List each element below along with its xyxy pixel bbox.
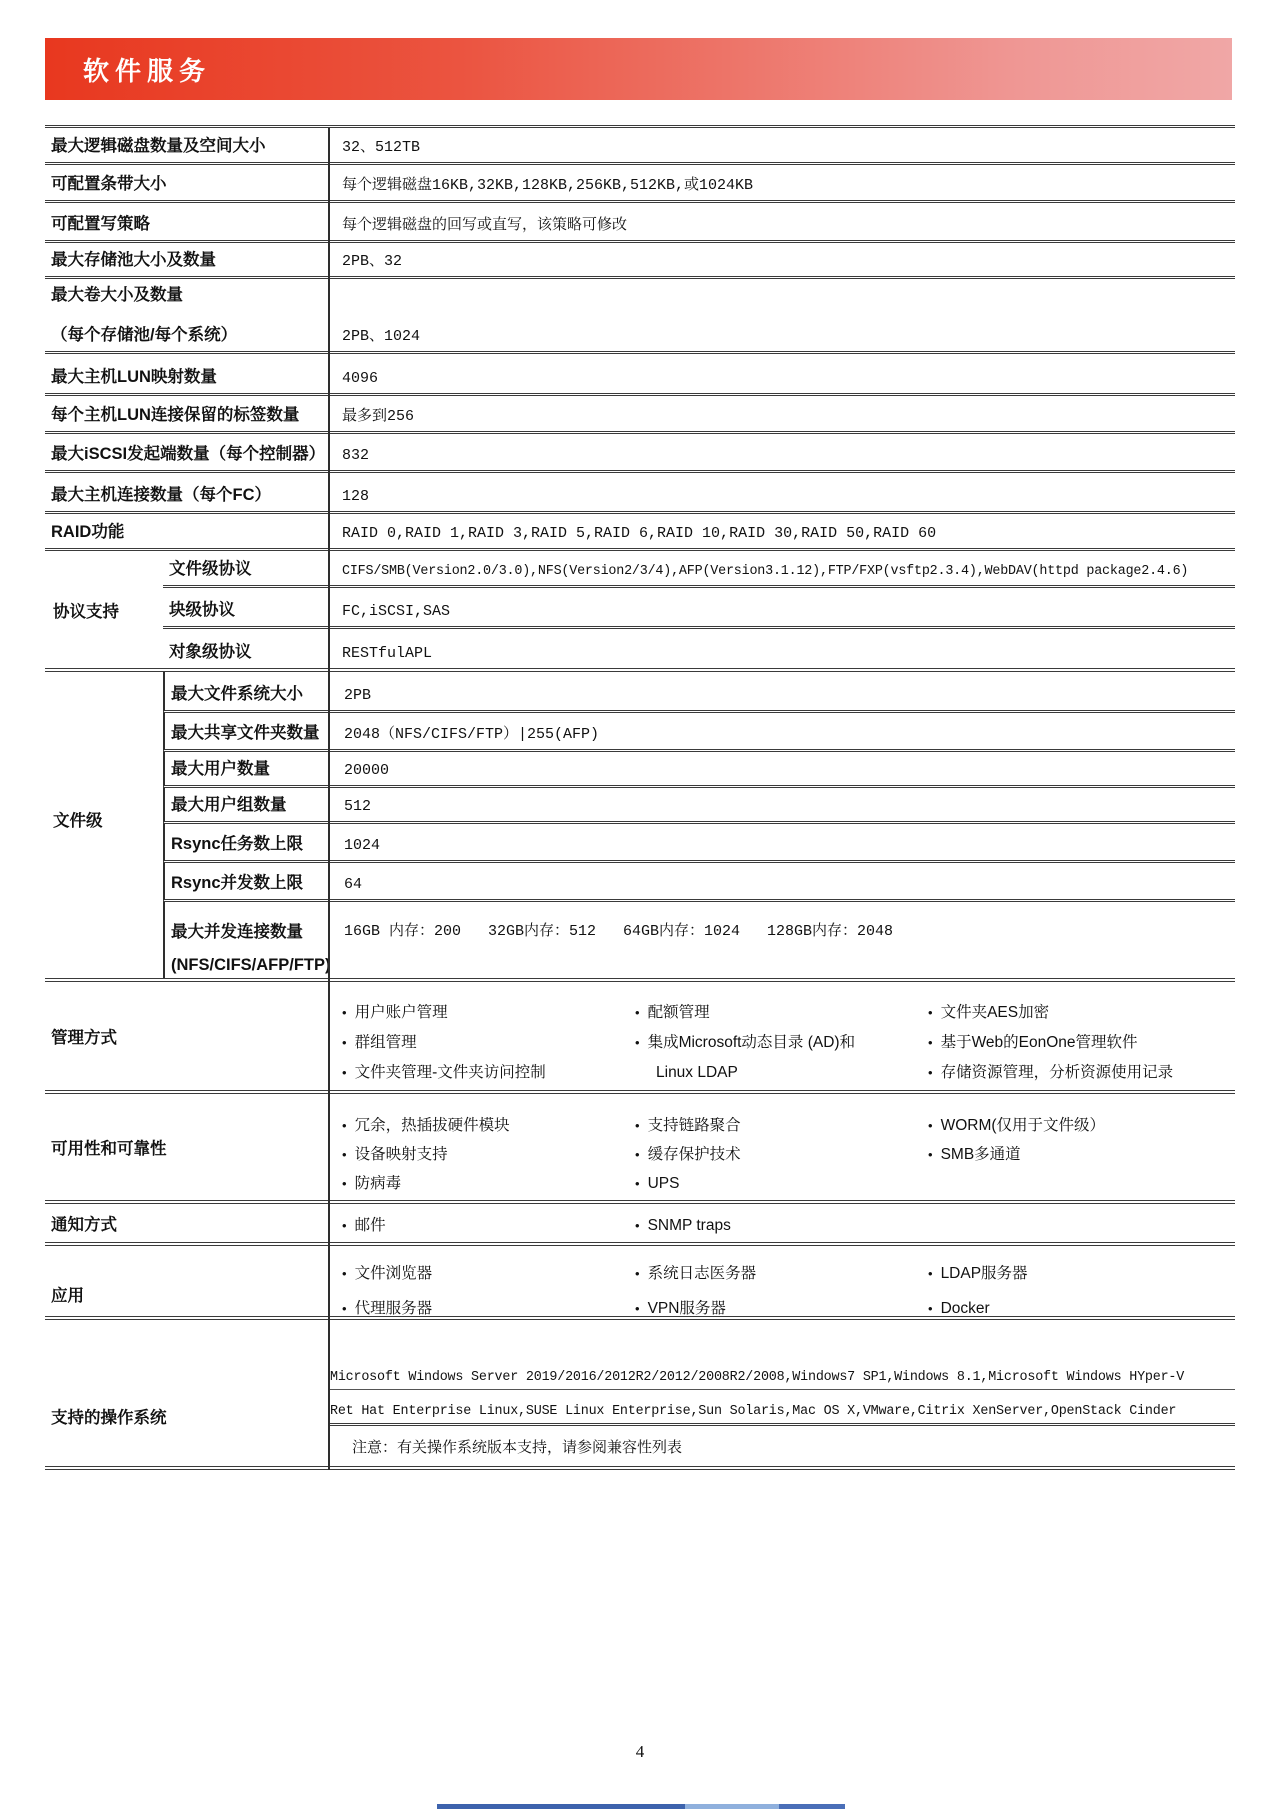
- group-spacer: [45, 752, 163, 788]
- row-value: CIFS/SMB(Version2.0/3.0),NFS(Version2/3/4),AFP(Version3.1.12),FTP/FXP(vsftp2.3.4),WebDAV(httpd package2.4.6): [342, 564, 1189, 579]
- row-label: 最大逻辑磁盘数量及空间大小: [51, 137, 266, 155]
- bullet-item: [342, 1256, 635, 1291]
- row-label: 最大存储池大小及数量: [51, 251, 216, 269]
- bullet-item: [635, 1140, 928, 1169]
- bullet-text: 配额管理: [647, 1004, 710, 1021]
- bullet-icon: •: [635, 1266, 640, 1281]
- row-label: RAID功能: [51, 523, 125, 541]
- section-title: 软件服务: [83, 55, 212, 86]
- row-value: 2PB、1024: [342, 328, 421, 345]
- row-value: 832: [342, 447, 370, 464]
- row-value: 4096: [342, 370, 379, 387]
- bullet-text: 存储资源管理，分析资源使用记录: [940, 1064, 1174, 1081]
- table-row: [45, 824, 1235, 863]
- table-row: [45, 788, 1235, 824]
- row-label: 支持的操作系统: [51, 1409, 167, 1427]
- bullet-icon: •: [635, 1176, 640, 1191]
- row-value: RAID 0,RAID 1,RAID 3,RAID 5,RAID 6,RAID 10,RAID 30,RAID 50,RAID 60: [342, 525, 937, 542]
- row-label: 最大用户数量: [171, 760, 270, 778]
- table-main-divider: [328, 128, 330, 1470]
- table-row: [45, 752, 1235, 788]
- bullet-icon: •: [342, 1035, 347, 1050]
- bullet-column: [928, 998, 1221, 1090]
- bullet-column: [342, 1256, 635, 1316]
- row-label: 最大主机LUN映射数量: [51, 368, 217, 386]
- bullet-item: [635, 1256, 928, 1291]
- row-label: 可用性和可靠性: [51, 1140, 167, 1158]
- bullet-icon: •: [635, 1118, 640, 1133]
- row-label: 最大用户组数量: [171, 796, 287, 814]
- bullet-text: Docker: [940, 1300, 990, 1317]
- row-label: [45, 281, 328, 351]
- table-row: [45, 672, 1235, 713]
- bullet-item: [635, 1111, 928, 1140]
- protocol-group-label: 协议支持: [53, 602, 119, 621]
- group-spacer: [45, 672, 163, 713]
- bullet-text: UPS: [647, 1175, 680, 1192]
- bullet-text: 文件夹管理-文件夹访问控制: [354, 1064, 546, 1081]
- bullet-text: 文件夹AES加密: [940, 1004, 1050, 1021]
- row-label-line2: （每个存储池/每个系统）: [51, 326, 238, 344]
- group-spacer: [45, 902, 163, 978]
- bullet-text: SMB多通道: [940, 1146, 1021, 1163]
- bullet-icon: •: [928, 1035, 933, 1050]
- row-label: 通知方式: [51, 1216, 117, 1234]
- bullet-icon: •: [342, 1147, 347, 1162]
- footer-strip: [437, 1804, 845, 1809]
- table-row: [45, 713, 1235, 752]
- group-spacer: [45, 551, 163, 588]
- bullet-icon: •: [928, 1266, 933, 1281]
- bullet-text: 设备映射支持: [354, 1146, 448, 1163]
- footer-strip-segment: [685, 1804, 779, 1809]
- spec-table: [45, 125, 1235, 1470]
- row-value: 512: [344, 798, 372, 815]
- bullet-column: [342, 998, 635, 1090]
- bullet-icon: •: [342, 1118, 347, 1133]
- table-row: [45, 203, 1235, 243]
- row-value: FC,iSCSI,SAS: [342, 603, 451, 620]
- table-row: [45, 473, 1235, 514]
- row-label-line1: 最大卷大小及数量: [51, 286, 183, 304]
- footer-strip-segment: [779, 1804, 845, 1809]
- row-label: [165, 918, 330, 978]
- bullet-text: LDAP服务器: [940, 1265, 1028, 1282]
- table-row: [45, 514, 1235, 551]
- bullet-column: [635, 1217, 928, 1235]
- bullet-column: [635, 998, 928, 1090]
- bullet-icon: •: [635, 1301, 640, 1316]
- bullet-text: 邮件: [354, 1217, 386, 1234]
- bullet-text: 基于Web的EonOne管理软件: [940, 1034, 1138, 1051]
- os-line-2: Ret Hat Enterprise Linux,SUSE Linux Enterprise,Sun Solaris,Mac OS X,VMware,Citrix XenServer,OpenStack Cinder: [328, 1390, 1235, 1426]
- row-label: 可配置条带大小: [51, 175, 167, 193]
- row-label: Rsync任务数上限: [171, 835, 304, 853]
- table-row: [45, 396, 1235, 434]
- bullet-icon: •: [635, 1147, 640, 1162]
- bullet-item: [928, 1256, 1221, 1291]
- bullet-text: Linux LDAP: [656, 1064, 738, 1081]
- bullet-text: 支持链路聚合: [647, 1117, 741, 1134]
- bullet-item: [635, 1217, 928, 1235]
- row-value: 32、512TB: [342, 139, 421, 156]
- group-spacer: [45, 629, 163, 668]
- os-note: 注意：有关操作系统版本支持，请参阅兼容性列表: [352, 1440, 683, 1457]
- table-row: [45, 243, 1235, 279]
- row-value: 1024: [344, 837, 381, 854]
- bullet-item: [342, 1169, 635, 1198]
- row-value: 2PB、32: [342, 253, 403, 270]
- bullet-item: [342, 998, 635, 1028]
- bullet-text: 代理服务器: [354, 1300, 433, 1317]
- bullet-item: [635, 1028, 928, 1058]
- bullet-column: [635, 1256, 928, 1316]
- table-row: [45, 165, 1235, 203]
- row-label: 块级协议: [169, 601, 235, 619]
- table-row: [45, 629, 1235, 668]
- bullet-text: 系统日志医务器: [647, 1265, 757, 1282]
- row-label-line2: (NFS/CIFS/AFP/FTP): [171, 956, 331, 974]
- row-label: 文件级协议: [169, 560, 252, 578]
- bullet-icon: •: [342, 1005, 347, 1020]
- bullet-item: [342, 1213, 635, 1235]
- row-value: 每个逻辑磁盘16KB,32KB,128KB,256KB,512KB,或1024KB: [342, 177, 754, 194]
- row-label: 对象级协议: [169, 643, 252, 661]
- row-label: 最大主机连接数量（每个FC）: [51, 486, 271, 504]
- bullet-column: [928, 1111, 1221, 1200]
- table-row: [45, 902, 1235, 978]
- group-spacer: [45, 713, 163, 752]
- bullet-icon: •: [928, 1147, 933, 1162]
- row-label-line1: 最大并发连接数量: [171, 923, 303, 941]
- row-label: 最大共享文件夹数量: [171, 724, 320, 742]
- row-value: RESTfulAPL: [342, 645, 433, 662]
- bullet-item: [635, 1169, 928, 1198]
- bullet-item: [928, 1028, 1221, 1058]
- row-value: 20000: [344, 762, 390, 779]
- os-value: [328, 1320, 1235, 1466]
- availability-row: [45, 1094, 1235, 1204]
- bullet-icon: •: [342, 1065, 347, 1080]
- row-value: 每个逻辑磁盘的回写或直写，该策略可修改: [342, 217, 628, 234]
- row-value: 2PB: [344, 687, 372, 704]
- bullet-icon: •: [928, 1118, 933, 1133]
- bullet-item: [342, 1028, 635, 1058]
- bullet-item: [342, 1058, 635, 1088]
- bullet-icon: •: [928, 1301, 933, 1316]
- file-level-section: [45, 672, 1235, 982]
- bullet-column: [342, 1213, 635, 1235]
- bullet-icon: •: [342, 1218, 347, 1233]
- bullet-item: [928, 1140, 1221, 1169]
- notification-row: [45, 1204, 1235, 1246]
- bullet-item: [635, 1058, 928, 1088]
- application-row: [45, 1246, 1235, 1320]
- management-row: [45, 982, 1235, 1094]
- bullet-text: 防病毒: [354, 1175, 402, 1192]
- table-row: [45, 434, 1235, 473]
- bullet-icon: •: [635, 1005, 640, 1020]
- os-row: [45, 1320, 1235, 1470]
- table-row: [45, 863, 1235, 902]
- row-label: 最大iSCSI发起端数量（每个控制器）: [51, 445, 326, 463]
- table-row: [45, 128, 1235, 165]
- bullet-icon: •: [635, 1035, 640, 1050]
- row-value: 64: [344, 876, 363, 893]
- page-number: 4: [635, 1742, 645, 1761]
- table-row: [45, 551, 1235, 588]
- group-spacer: [45, 863, 163, 902]
- row-label: Rsync并发数上限: [171, 874, 304, 892]
- bullet-icon: •: [928, 1005, 933, 1020]
- row-label: 可配置写策略: [51, 215, 150, 233]
- bullet-icon: •: [342, 1176, 347, 1191]
- bullet-column: [342, 1111, 635, 1200]
- bullet-text: VPN服务器: [647, 1300, 726, 1317]
- bullet-item: [928, 1111, 1221, 1140]
- table-row: [45, 354, 1235, 396]
- bullet-text: 用户账户管理: [354, 1004, 448, 1021]
- bullet-column: [928, 1256, 1221, 1316]
- section-banner: [45, 38, 1232, 100]
- bullet-icon: •: [342, 1301, 347, 1316]
- bullet-text: 缓存保护技术: [647, 1146, 741, 1163]
- bullet-text: 群组管理: [354, 1034, 417, 1051]
- bullet-icon: •: [928, 1065, 933, 1080]
- table-row: [45, 588, 1235, 629]
- row-value: 2048（NFS/CIFS/FTP）|255(AFP): [344, 726, 600, 743]
- bullet-text: 文件浏览器: [354, 1265, 433, 1282]
- bullet-text: 冗余，热插拔硬件模块: [354, 1117, 510, 1134]
- footer-strip-segment: [437, 1804, 685, 1809]
- bullet-text: SNMP traps: [647, 1217, 731, 1234]
- os-line-1: Microsoft Windows Server 2019/2016/2012R2/2012/2008R2/2008,Windows7 SP1,Windows 8.1,Microsoft Windows HYper-V: [328, 1356, 1235, 1390]
- protocol-section: [45, 551, 1235, 672]
- table-row: [45, 279, 1235, 354]
- row-label: 最大文件系统大小: [171, 685, 303, 703]
- bullet-item: [342, 1111, 635, 1140]
- row-value: 128: [342, 488, 370, 505]
- bullet-text: WORM(仅用于文件级）: [940, 1117, 1106, 1134]
- bullet-icon: •: [635, 1218, 640, 1233]
- bullet-item: [928, 1058, 1221, 1088]
- bullet-item: [635, 998, 928, 1028]
- bullet-column: [635, 1111, 928, 1200]
- bullet-item: [342, 1140, 635, 1169]
- file-group-label: 文件级: [53, 811, 103, 830]
- bullet-text: 集成Microsoft动态目录 (AD)和: [647, 1034, 856, 1051]
- bullet-item: [928, 998, 1221, 1028]
- bullet-icon: •: [342, 1266, 347, 1281]
- row-label: 管理方式: [51, 1029, 117, 1047]
- row-label: 每个主机LUN连接保留的标签数量: [51, 406, 300, 424]
- row-label: 应用: [51, 1287, 84, 1305]
- row-value: 16GB 内存：200 32GB内存：512 64GB内存：1024 128GB内存：2048: [344, 923, 894, 940]
- row-value: 最多到256: [342, 408, 415, 425]
